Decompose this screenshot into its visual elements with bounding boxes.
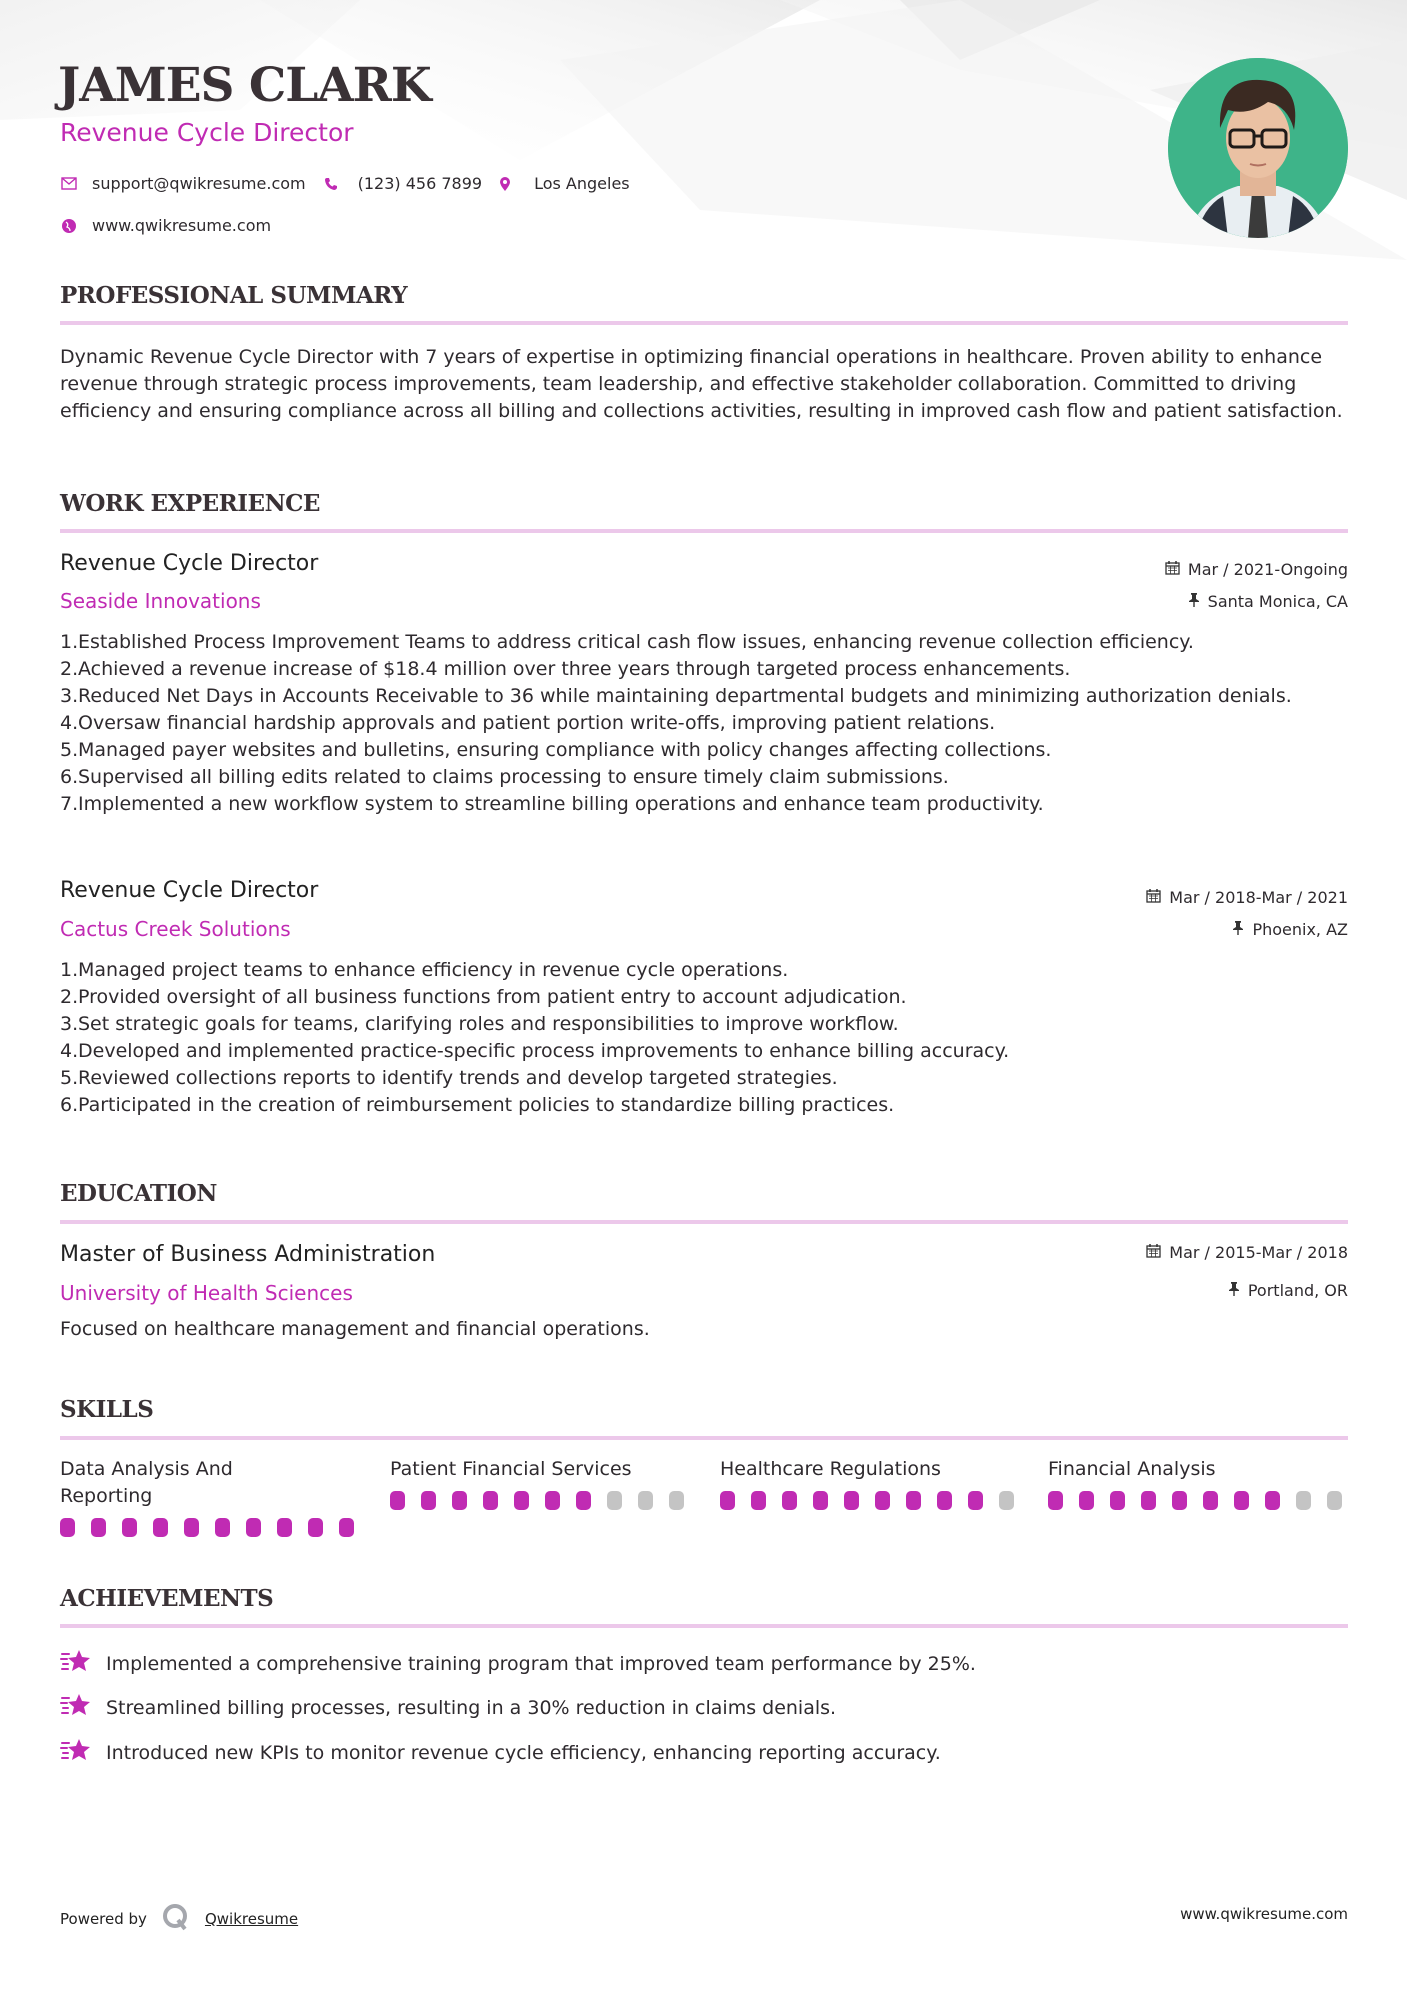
list-item: 3. Reduced Net Days in Accounts Receivable to 36 while maintaining departmental budgets and minimizing authorization denials. — [60, 685, 1292, 707]
section-divider — [60, 1624, 1348, 1628]
list-item: 3. Set strategic goals for teams, clarifying roles and responsibilities to improve workflow. — [60, 1013, 899, 1035]
summary-text: Dynamic Revenue Cycle Director with 7 years of expertise in optimizing financial operations in healthcare. Proven ability to enhance revenue through strategic process improvements, team leadership, and effective stakeholder collaboration. Committed to driving efficiency and ensuring compliance across all billing and collections activities, resulting in improved cash flow and patient satisfaction. — [60, 346, 1343, 422]
globe-icon — [60, 217, 78, 235]
candidate-name: JAMES CLARK — [58, 58, 431, 113]
location-text: Los Angeles — [534, 174, 630, 193]
section-heading-achievements: ACHIEVEMENTS — [60, 1585, 274, 1612]
section-divider — [60, 529, 1348, 533]
list-item: 2. Provided oversight of all business functions from patient entry to account adjudication. — [60, 986, 907, 1008]
shooting-star-icon — [60, 1737, 92, 1768]
rating-dot-filled — [514, 1491, 529, 1510]
profile-photo — [1168, 58, 1348, 238]
company-name: Seaside Innovations — [60, 589, 261, 613]
achievement-item: Implemented a comprehensive training program that improved team performance by 25%. — [60, 1648, 976, 1679]
education-description: Focused on healthcare management and financial operations. — [60, 1318, 650, 1340]
skill-item — [60, 1456, 360, 1537]
footer-website-link[interactable]: www.qwikresume.com — [1180, 1905, 1348, 1923]
rating-dot-filled — [576, 1491, 591, 1510]
rating-dot-filled — [968, 1491, 983, 1510]
skill-label: Data Analysis And Reporting — [60, 1458, 233, 1507]
degree-title: Master of Business Administration — [60, 1242, 436, 1267]
job-location: Santa Monica, CA — [1188, 592, 1348, 611]
calendar-icon — [1146, 1243, 1161, 1262]
rating-dot-filled — [421, 1491, 436, 1510]
section-heading-skills: SKILLS — [60, 1396, 154, 1423]
rating-dot-empty — [669, 1491, 684, 1510]
job-title: Revenue Cycle Director — [60, 878, 319, 903]
job-location: Phoenix, AZ — [1232, 920, 1348, 939]
achievement-item: Streamlined billing processes, resulting in a 30% reduction in claims denials. — [60, 1692, 836, 1723]
shooting-star-icon — [60, 1692, 92, 1723]
education-dates: Mar / 2015-Mar / 2018 — [1146, 1243, 1348, 1262]
rating-dot-filled — [751, 1491, 766, 1510]
list-item: 5. Reviewed collections reports to identify trends and develop targeted strategies. — [60, 1067, 838, 1089]
rating-dot-filled — [844, 1491, 859, 1510]
rating-dot-filled — [60, 1518, 75, 1537]
qwikresume-logo-icon — [161, 1902, 191, 1936]
list-item: 1. Established Process Improvement Teams to address critical cash flow issues, enhancing revenue collection efficiency. — [60, 631, 1194, 653]
website-link[interactable]: www.qwikresume.com — [92, 216, 272, 235]
rating-dot-empty — [999, 1491, 1014, 1510]
rating-dot-filled — [277, 1518, 292, 1537]
skill-rating — [1048, 1491, 1348, 1510]
qwikresume-link[interactable]: Qwikresume — [204, 1910, 299, 1928]
skill-item — [390, 1456, 690, 1510]
footer-powered-by: Powered by Qwikresume — [60, 1902, 298, 1936]
rating-dot-filled — [720, 1491, 735, 1510]
skill-rating — [60, 1518, 360, 1537]
website-row — [60, 216, 271, 235]
section-heading-experience: WORK EXPERIENCE — [60, 490, 320, 517]
rating-dot-empty — [1296, 1491, 1311, 1510]
rating-dot-empty — [638, 1491, 653, 1510]
section-heading-education: EDUCATION — [60, 1180, 217, 1207]
rating-dot-filled — [1203, 1491, 1218, 1510]
candidate-title: Revenue Cycle Director — [60, 118, 354, 147]
list-item: 4. Oversaw financial hardship approvals and patient portion write-offs, improving patient relations. — [60, 712, 996, 734]
rating-dot-filled — [875, 1491, 890, 1510]
section-divider — [60, 321, 1348, 325]
rating-dot-filled — [308, 1518, 323, 1537]
skill-rating — [720, 1491, 1020, 1510]
contact-row — [60, 174, 630, 193]
rating-dot-empty — [607, 1491, 622, 1510]
section-divider — [60, 1436, 1348, 1440]
job-achievements-list — [60, 957, 1360, 1119]
rating-dot-filled — [1141, 1491, 1156, 1510]
rating-dot-filled — [545, 1491, 560, 1510]
rating-dot-filled — [906, 1491, 921, 1510]
rating-dot-filled — [782, 1491, 797, 1510]
list-item: 1. Managed project teams to enhance efficiency in revenue cycle operations. — [60, 959, 789, 981]
pushpin-icon — [1232, 920, 1244, 939]
skill-label: Financial Analysis — [1048, 1458, 1216, 1480]
rating-dot-filled — [452, 1491, 467, 1510]
achievement-item: Introduced new KPIs to monitor revenue cycle efficiency, enhancing reporting accuracy. — [60, 1737, 941, 1768]
skill-label: Healthcare Regulations — [720, 1458, 941, 1480]
list-item: 2. Achieved a revenue increase of $18.4 million over three years through targeted process enhancements. — [60, 658, 1071, 680]
rating-dot-filled — [813, 1491, 828, 1510]
rating-dot-filled — [215, 1518, 230, 1537]
calendar-icon — [1146, 888, 1161, 907]
rating-dot-filled — [1110, 1491, 1125, 1510]
rating-dot-filled — [246, 1518, 261, 1537]
rating-dot-filled — [153, 1518, 168, 1537]
rating-dot-filled — [1234, 1491, 1249, 1510]
list-item: 4. Developed and implemented practice-specific process improvements to enhance billing accuracy. — [60, 1040, 1010, 1062]
phone-icon — [322, 175, 340, 193]
map-pin-icon — [496, 175, 514, 193]
rating-dot-filled — [122, 1518, 137, 1537]
rating-dot-filled — [1172, 1491, 1187, 1510]
rating-dot-empty — [1327, 1491, 1342, 1510]
company-name: Cactus Creek Solutions — [60, 917, 291, 941]
list-item: 7. Implemented a new workflow system to streamline billing operations and enhance team productivity. — [60, 793, 1044, 815]
rating-dot-filled — [483, 1491, 498, 1510]
section-divider — [60, 1220, 1348, 1224]
skill-rating — [390, 1491, 690, 1510]
list-item: 5. Managed payer websites and bulletins, ensuring compliance with policy changes affecting collections. — [60, 739, 1052, 761]
rating-dot-filled — [1079, 1491, 1094, 1510]
calendar-icon — [1165, 560, 1180, 579]
pushpin-icon — [1188, 592, 1200, 611]
job-dates: Mar / 2018-Mar / 2021 — [1146, 888, 1348, 907]
job-dates: Mar / 2021-Ongoing — [1165, 560, 1348, 579]
rating-dot-filled — [91, 1518, 106, 1537]
rating-dot-filled — [390, 1491, 405, 1510]
shooting-star-icon — [60, 1648, 92, 1679]
pushpin-icon — [1228, 1281, 1240, 1300]
job-title: Revenue Cycle Director — [60, 551, 319, 576]
job-achievements-list — [60, 629, 1360, 818]
rating-dot-filled — [184, 1518, 199, 1537]
rating-dot-filled — [1265, 1491, 1280, 1510]
skill-item — [1048, 1456, 1348, 1510]
skill-label: Patient Financial Services — [390, 1458, 632, 1480]
skill-item — [720, 1456, 1020, 1510]
rating-dot-filled — [339, 1518, 354, 1537]
list-item: 6. Participated in the creation of reimbursement policies to standardize billing practices. — [60, 1094, 895, 1116]
list-item: 6. Supervised all billing edits related to claims processing to ensure timely claim submissions. — [60, 766, 949, 788]
education-location: Portland, OR — [1228, 1281, 1348, 1300]
rating-dot-filled — [1048, 1491, 1063, 1510]
rating-dot-filled — [937, 1491, 952, 1510]
section-heading-summary: PROFESSIONAL SUMMARY — [60, 282, 408, 309]
phone-number[interactable]: (123) 456 7899 — [357, 174, 483, 193]
email-link[interactable]: support@qwikresume.com — [92, 174, 306, 193]
school-name: University of Health Sciences — [60, 1281, 353, 1305]
envelope-icon — [60, 175, 78, 193]
